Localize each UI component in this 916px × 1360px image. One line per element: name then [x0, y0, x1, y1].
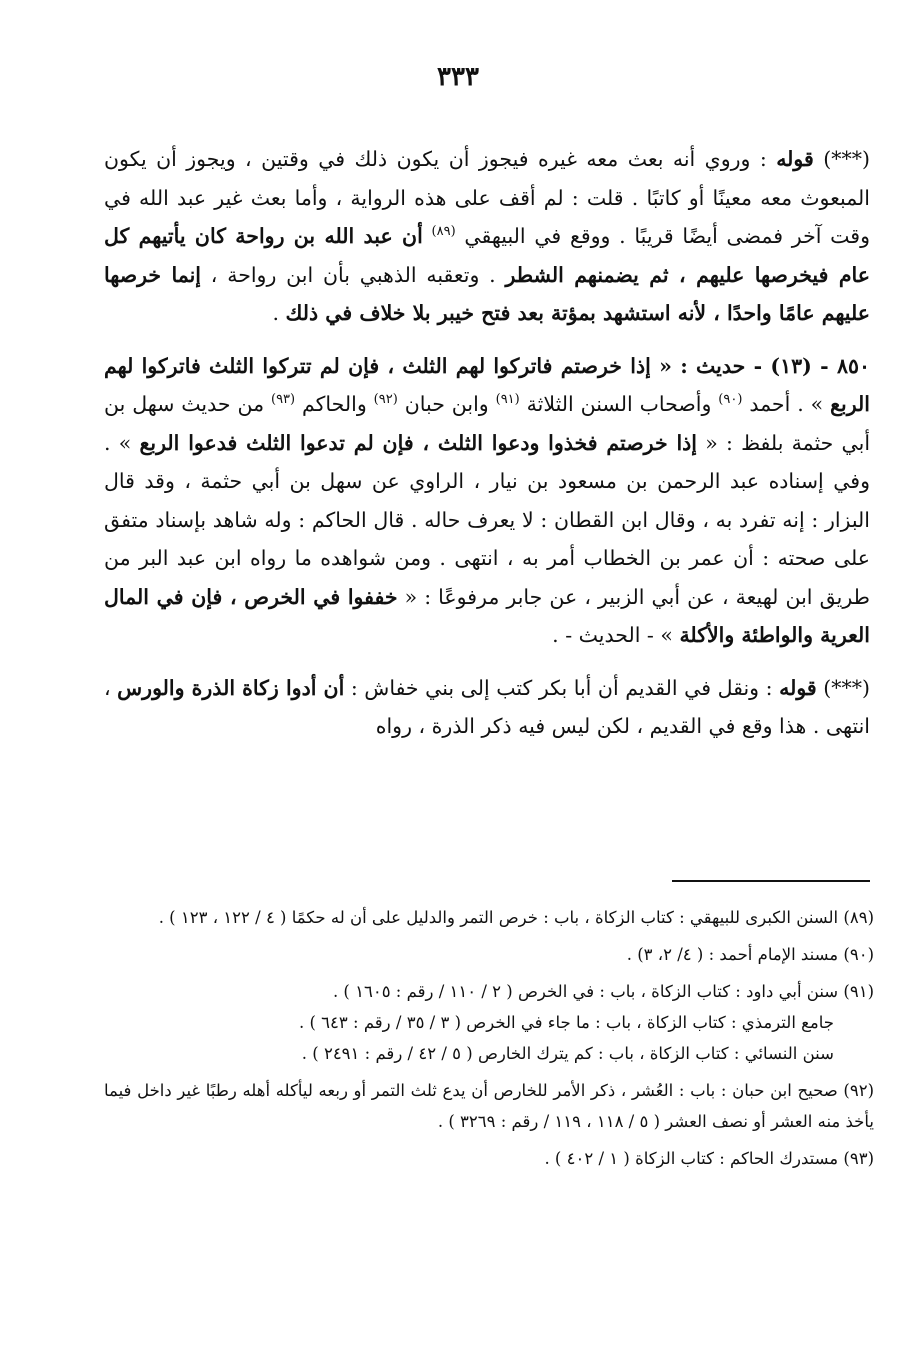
- footnote: (٨٩) السنن الكبرى للبيهقي : كتاب الزكاة ، باب : خرص التمر والدليل على أن له حكمًا ( ٤ / ١٢٢ ، ١٢٣ ) .: [158, 908, 874, 927]
- footnote-ref: (٩٣): [270, 392, 296, 408]
- paragraph: [104, 347, 870, 655]
- footnote-ref: (٩١): [495, 392, 520, 408]
- bold-text: أن أدوا زكاة الذرة والورس: [117, 675, 345, 700]
- footnote-ref: (٩٢): [373, 392, 398, 408]
- text-run: من حديث سهل بن أبي حثمة بلفظ : «: [104, 392, 871, 455]
- text-run: .: [272, 301, 286, 325]
- text-run: : وروي أنه بعث معه غيره فيجوز أن يكون ذلك في وقتين ، ويجوز أن يكون المبعوث معه معينًا أو كاتبًا . قلت : لم أقف على هذه الرواية ، وأما بعث غير عبد الله في وقت آخر فمضى أيضًا قريبًا . ووقع في البيهقي: [104, 147, 870, 248]
- bold-text: أن عبد الله بن رواحة كان يأتيهم كل عام فيخرصها عليهم ، ثم يضمنهم الشطر: [104, 224, 870, 287]
- page-number: ٣٣٣: [437, 62, 479, 92]
- text-run: » . أحمد: [742, 392, 831, 416]
- footnote-ref: (٨٩): [431, 224, 456, 240]
- footnote: جامع الترمذي : كتاب الزكاة ، باب : ما جاء في الخرص ( ٣ / ٣٥ / رقم : ٦٤٣ ) .: [299, 1013, 834, 1032]
- text-run: (***): [813, 147, 871, 171]
- footnote-ref: (٩٠): [718, 392, 743, 408]
- bold-text: إذا خرصتم فاتركوا لهم الثلث ، فإن لم تتركوا الثلث فاتركوا لهم الربع: [104, 353, 870, 416]
- paragraph: [104, 669, 870, 746]
- footnote: (٩١) سنن أبي داود : كتاب الزكاة ، باب : في الخرص ( ٢ / ١١٠ / رقم : ١٦٠٥ ) .: [332, 982, 874, 1001]
- text-run: » . وفي إسناده عبد الرحمن بن مسعود بن نيار ، الراوي عن سهل بن أبي حثمة ، وقد قال البزار : إنه تفرد به ، وقال ابن القطان : لا يعرف حاله . قال الحاكم : وله شاهد بإسناد متفق على صحته : أن عمر بن الخطاب أمر به ، انتهى . ومن شواهده ما رواه ابن عبد البر من طريق ابن لهيعة ، عن أبي الزبير ، عن جابر مرفوعًا : «: [104, 430, 870, 609]
- text-run: والحاكم: [295, 392, 374, 416]
- footnote: سنن النسائي : كتاب الزكاة ، باب : كم يترك الخارص ( ٥ / ٤٢ / رقم : ٢٤٩١ ) .: [301, 1044, 834, 1063]
- footnote: (٩٢) صحيح ابن حبان : باب : العُشر ، ذكر الأمر للخارص أن يدع ثلث التمر أو ربعه ليأكله أهله رطبًا غير داخل فيما يأخذ منه العشر أو نصف العشر ( ٥ / ١١٨ ، ١١٩ / رقم : ٣٢٦٩ ) .: [104, 1081, 874, 1131]
- text-run: ، انتهى . هذا وقع في القديم ، لكن ليس فيه ذكر الذرة ، رواه: [104, 675, 870, 738]
- paragraph: [104, 140, 870, 333]
- footnote-separator: [672, 880, 870, 882]
- bold-text: قوله: [776, 147, 814, 171]
- footnote: (٩٣) مستدرك الحاكم : كتاب الزكاة ( ١ / ٤٠٢ ) .: [544, 1149, 874, 1168]
- text-run: وأصحاب السنن الثلاثة: [519, 392, 719, 416]
- bold-text: ٨٥٠ - (١٣) - حديث : «: [650, 353, 870, 378]
- text-run: (***): [816, 675, 871, 700]
- text-run: : ونقل في القديم أن أبا بكر كتب إلى بني خفاش :: [344, 675, 780, 700]
- footnote: (٩٠) مسند الإمام أحمد : ( ٤/ ٢، ٣) .: [626, 945, 874, 964]
- text-run: . وتعقبه الذهبي بأن ابن رواحة ،: [201, 262, 506, 287]
- text-run: » - الحديث - .: [552, 623, 680, 647]
- text-run: [423, 224, 432, 248]
- main-text: [104, 140, 870, 760]
- bold-text: خففوا في الخرص ، فإن في المال العرية والواطئة والأكلة: [104, 584, 870, 647]
- bold-text: إنما خرصها عليهم عامًا واحدًا ، لأنه استشهد بمؤتة بعد فتح خيبر بلا خلاف في ذلك: [104, 262, 870, 325]
- bold-text: إذا خرصتم فخذوا ودعوا الثلث ، فإن لم تدعوا الثلث فدعوا الربع: [139, 430, 697, 455]
- footnotes: [104, 902, 874, 1180]
- text-run: وابن حبان: [397, 392, 496, 416]
- bold-text: قوله: [779, 675, 817, 700]
